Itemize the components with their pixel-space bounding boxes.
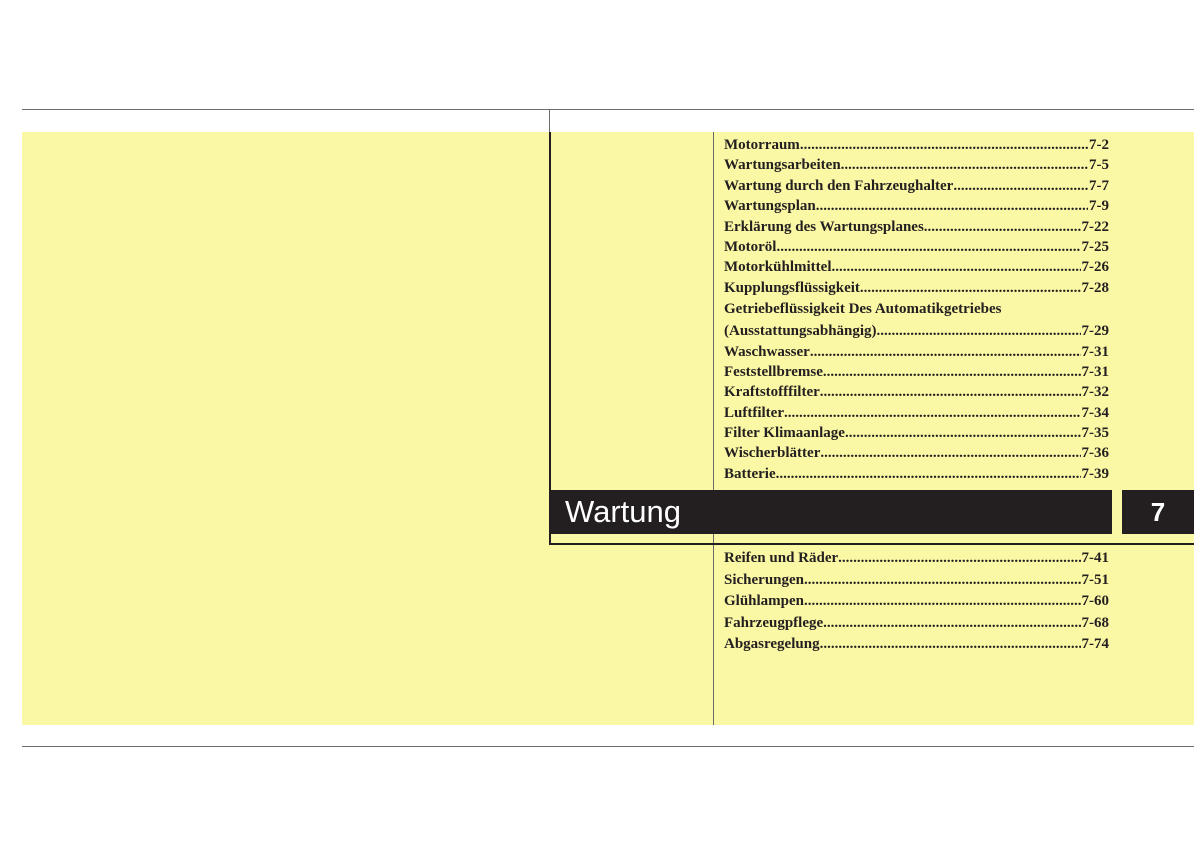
- toc-entry-page: 7-34: [1081, 404, 1109, 421]
- toc-entry-page: 7-39: [1081, 465, 1109, 482]
- toc-entry-label: Reifen und Räder: [724, 550, 839, 566]
- toc-entry-label: Motoröl: [724, 238, 777, 255]
- toc-entry-label: Batterie: [724, 465, 776, 482]
- toc-entry-label-cont: (Ausstattungsabhängig): [724, 323, 877, 340]
- toc-entry-label: Sicherungen: [724, 571, 805, 588]
- toc-entry-page: 7-35: [1081, 425, 1109, 442]
- toc-entry[interactable]: [724, 298, 1109, 341]
- toc-entry[interactable]: [724, 403, 1109, 423]
- toc-entry[interactable]: [724, 382, 1109, 402]
- toc-entry-label: Abgasregelung: [724, 636, 820, 652]
- toc-entry-label: Motorkühlmittel: [724, 259, 832, 276]
- toc-upper: [724, 135, 1109, 484]
- toc-entry[interactable]: [724, 464, 1109, 484]
- toc-entry[interactable]: [724, 196, 1109, 216]
- toc-entry-page: 7-41: [1081, 550, 1109, 566]
- column-divider: [713, 132, 714, 725]
- toc-entry-label: Motorraum: [724, 137, 800, 153]
- chapter-underline: [551, 543, 1194, 545]
- toc-entry[interactable]: [724, 443, 1109, 463]
- toc-entry[interactable]: [724, 423, 1109, 443]
- toc-lower: [724, 548, 1109, 656]
- toc-entry[interactable]: [724, 257, 1109, 277]
- toc-entry-page: 7-22: [1081, 218, 1109, 235]
- toc-entry-page: 7-7: [1089, 177, 1109, 194]
- chapter-vertical-rule: [549, 132, 551, 545]
- toc-entry[interactable]: [724, 217, 1109, 237]
- toc-entry-page: 7-25: [1081, 238, 1109, 255]
- toc-entry-page: 7-74: [1081, 636, 1109, 652]
- toc-entry-label: Wartung durch den Fahrzeughalter: [724, 177, 954, 194]
- toc-entry-page: 7-60: [1081, 593, 1109, 609]
- bottom-rule: [22, 746, 1194, 747]
- toc-entry[interactable]: [724, 591, 1109, 613]
- toc-entry-page: 7-36: [1081, 445, 1109, 462]
- toc-entry-page: 7-26: [1081, 259, 1109, 276]
- toc-entry-page: 7-51: [1081, 571, 1109, 588]
- toc-entry-page: 7-2: [1089, 137, 1109, 153]
- toc-entry-page: 7-5: [1089, 157, 1109, 174]
- toc-entry-label: Erklärung des Wartungsplanes: [724, 218, 924, 235]
- toc-entry-page: 7-32: [1081, 384, 1109, 401]
- toc-entry-label: Glühlampen: [724, 593, 805, 609]
- toc-entry[interactable]: [724, 570, 1109, 592]
- toc-entry-page: 7-29: [1081, 323, 1109, 340]
- toc-entry-label: Filter Klimaanlage: [724, 425, 845, 442]
- toc-entry-label: Wartungsarbeiten: [724, 157, 841, 174]
- toc-entry[interactable]: [724, 155, 1109, 175]
- toc-entry-label: Getriebeflüssigkeit Des Automatikgetriebes: [724, 301, 1002, 318]
- toc-entry-label: Fahrzeugpflege: [724, 614, 824, 631]
- toc-entry-label: Luftfilter: [724, 404, 784, 421]
- chapter-title: Wartung: [551, 490, 1112, 534]
- toc-entry-page: 7-28: [1081, 279, 1109, 296]
- toc-entry[interactable]: [724, 278, 1109, 298]
- top-rule: [22, 109, 1194, 110]
- toc-entry[interactable]: [724, 613, 1109, 635]
- toc-entry-label: Wartungsplan: [724, 198, 816, 215]
- toc-entry[interactable]: [724, 237, 1109, 257]
- column-rule-upper: [549, 109, 550, 132]
- toc-entry[interactable]: [724, 342, 1109, 362]
- toc-entry-page: 7-9: [1089, 198, 1109, 215]
- toc-entry-label: Kupplungsflüssigkeit: [724, 279, 860, 296]
- toc-entry[interactable]: [724, 135, 1109, 155]
- toc-entry-label: Kraftstofffilter: [724, 384, 820, 401]
- toc-entry[interactable]: [724, 634, 1109, 656]
- chapter-number-tab: 7: [1122, 490, 1194, 534]
- toc-entry-label: Wischerblätter: [724, 445, 821, 462]
- toc-entry-page: 7-68: [1081, 614, 1109, 631]
- toc-entry[interactable]: [724, 176, 1109, 196]
- toc-entry-page: 7-31: [1081, 343, 1109, 360]
- toc-entry[interactable]: [724, 362, 1109, 382]
- toc-entry-label: Feststellbremse: [724, 363, 823, 380]
- toc-entry-page: 7-31: [1081, 363, 1109, 380]
- toc-entry-label: Waschwasser: [724, 343, 810, 360]
- toc-entry[interactable]: [724, 548, 1109, 570]
